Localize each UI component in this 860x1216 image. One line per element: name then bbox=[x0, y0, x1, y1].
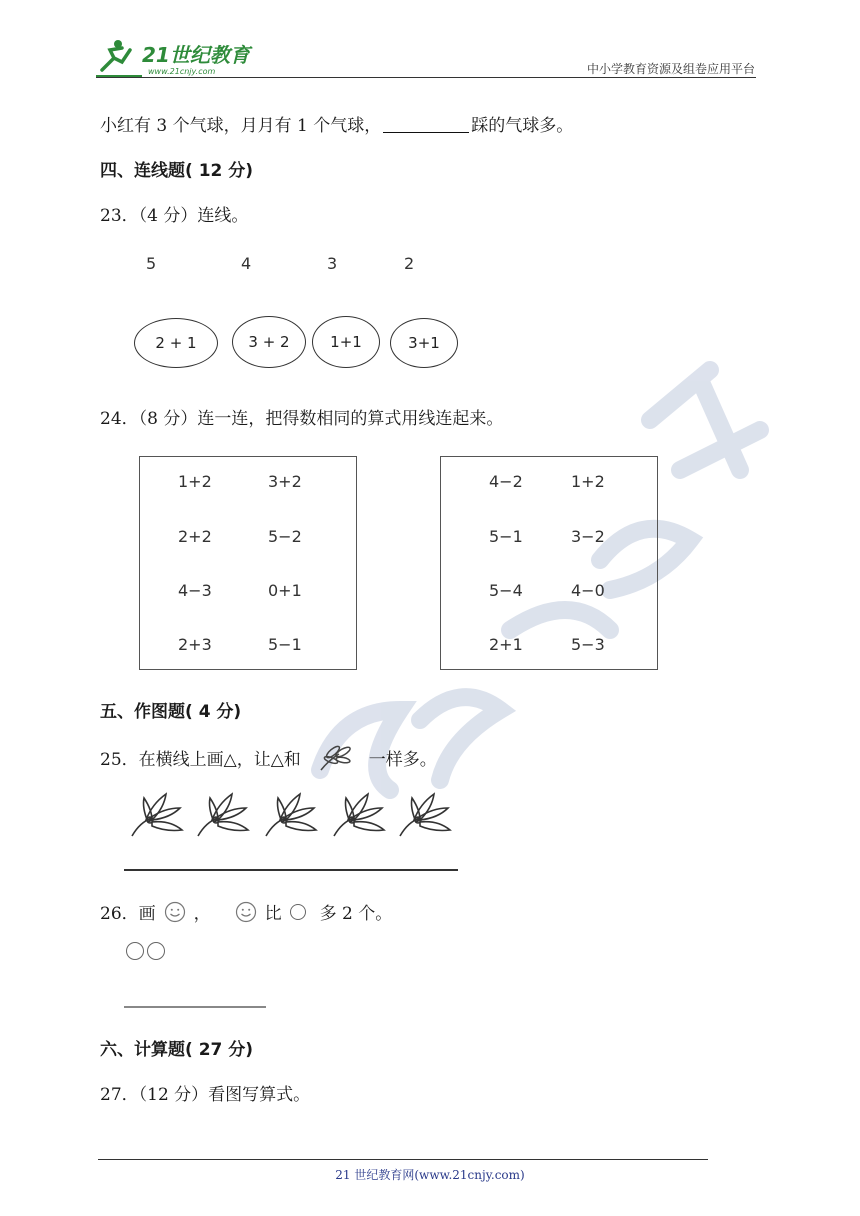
q23-number[interactable]: 4 bbox=[241, 254, 252, 273]
q24-left-box bbox=[139, 456, 357, 670]
q23-oval-expression[interactable]: 3 + 2 bbox=[232, 316, 306, 368]
q24-expression[interactable]: 5−1 bbox=[268, 635, 302, 654]
q24-right-box bbox=[440, 456, 658, 670]
header-platform-text: 中小学教育资源及组卷应用平台 bbox=[586, 62, 755, 76]
q26-answer-line[interactable] bbox=[124, 1006, 266, 1008]
q24-expression[interactable]: 1+2 bbox=[571, 472, 605, 491]
q24-expression[interactable]: 3−2 bbox=[571, 527, 605, 546]
svg-text:www.21cnjy.com: www.21cnjy.com bbox=[148, 67, 216, 76]
circle-icon bbox=[126, 942, 144, 960]
dragonfly-icon bbox=[315, 742, 363, 772]
q25-text-before: 25．在横线上画△，让△和 bbox=[100, 749, 301, 770]
q24-expression[interactable]: 0+1 bbox=[268, 581, 302, 600]
q24-expression[interactable]: 2+3 bbox=[178, 635, 212, 654]
dragonfly-group bbox=[124, 790, 464, 842]
q23-oval-expression[interactable]: 3+1 bbox=[390, 318, 458, 368]
q26-text: 多 2 个。 bbox=[319, 904, 393, 924]
section-4-title: 四、连线题( 12 分) bbox=[100, 161, 254, 181]
q23-oval-expression[interactable]: 2 + 1 bbox=[134, 318, 218, 368]
q24-expression[interactable]: 1+2 bbox=[178, 472, 212, 491]
q26-text: 比 bbox=[264, 904, 282, 924]
q24-expression[interactable]: 2+2 bbox=[178, 527, 212, 546]
dragonfly-icon bbox=[400, 794, 450, 836]
q24-expression[interactable]: 4−0 bbox=[571, 581, 605, 600]
q23-oval-expression[interactable]: 1+1 bbox=[312, 316, 380, 368]
section-6-title: 六、计算题( 27 分) bbox=[100, 1040, 254, 1060]
q25-text-after: 一样多。 bbox=[368, 749, 437, 770]
dragonfly-icon bbox=[266, 794, 316, 836]
q22-text-before: 小红有 3 个气球，月月有 1 个气球， bbox=[100, 116, 382, 136]
question-24: 24．（8 分）连一连，把得数相同的算式用线连起来。 bbox=[100, 409, 504, 429]
section-5-title: 五、作图题( 4 分) bbox=[100, 702, 242, 722]
runner-logo-icon bbox=[92, 36, 262, 80]
site-logo bbox=[92, 36, 262, 80]
q24-expression[interactable]: 5−2 bbox=[268, 527, 302, 546]
q24-expression[interactable]: 5−4 bbox=[489, 581, 523, 600]
q26-drawn-circles bbox=[126, 942, 165, 960]
footer-rule bbox=[98, 1159, 708, 1160]
q23-number[interactable]: 3 bbox=[327, 254, 338, 273]
svg-text:21世纪教育: 21世纪教育 bbox=[142, 43, 250, 67]
q24-expression[interactable]: 4−2 bbox=[489, 472, 523, 491]
smiley-icon bbox=[164, 901, 186, 923]
q25-answer-line[interactable] bbox=[124, 869, 458, 871]
q24-expression[interactable]: 5−1 bbox=[489, 527, 523, 546]
q24-expression[interactable]: 3+2 bbox=[268, 472, 302, 491]
dragonfly-icon bbox=[334, 794, 384, 836]
dragonfly-row bbox=[124, 790, 464, 842]
q24-expression[interactable]: 5−3 bbox=[571, 635, 605, 654]
smiley-icon bbox=[235, 901, 257, 923]
question-23: 23．（4 分）连线。 bbox=[100, 206, 249, 226]
answer-blank[interactable] bbox=[383, 116, 469, 133]
footer-link[interactable]: 21 世纪教育网(www.21cnjy.com) bbox=[335, 1168, 525, 1182]
q22-text-after: 踩的气球多。 bbox=[471, 116, 574, 136]
q24-expression[interactable]: 4−3 bbox=[178, 581, 212, 600]
q26-text: 26．画 bbox=[100, 904, 156, 924]
question-25 bbox=[100, 742, 437, 772]
question-27: 27．（12 分）看图写算式。 bbox=[100, 1085, 311, 1105]
q23-number[interactable]: 5 bbox=[146, 254, 157, 273]
header-rule bbox=[96, 77, 756, 78]
question-26 bbox=[100, 899, 392, 924]
q23-number[interactable]: 2 bbox=[404, 254, 415, 273]
circle-icon bbox=[290, 904, 306, 920]
dragonfly-icon bbox=[198, 794, 248, 836]
q24-expression[interactable]: 2+1 bbox=[489, 635, 523, 654]
circle-icon bbox=[147, 942, 165, 960]
q26-text: ， bbox=[193, 904, 211, 924]
question-22-tail bbox=[100, 111, 573, 136]
